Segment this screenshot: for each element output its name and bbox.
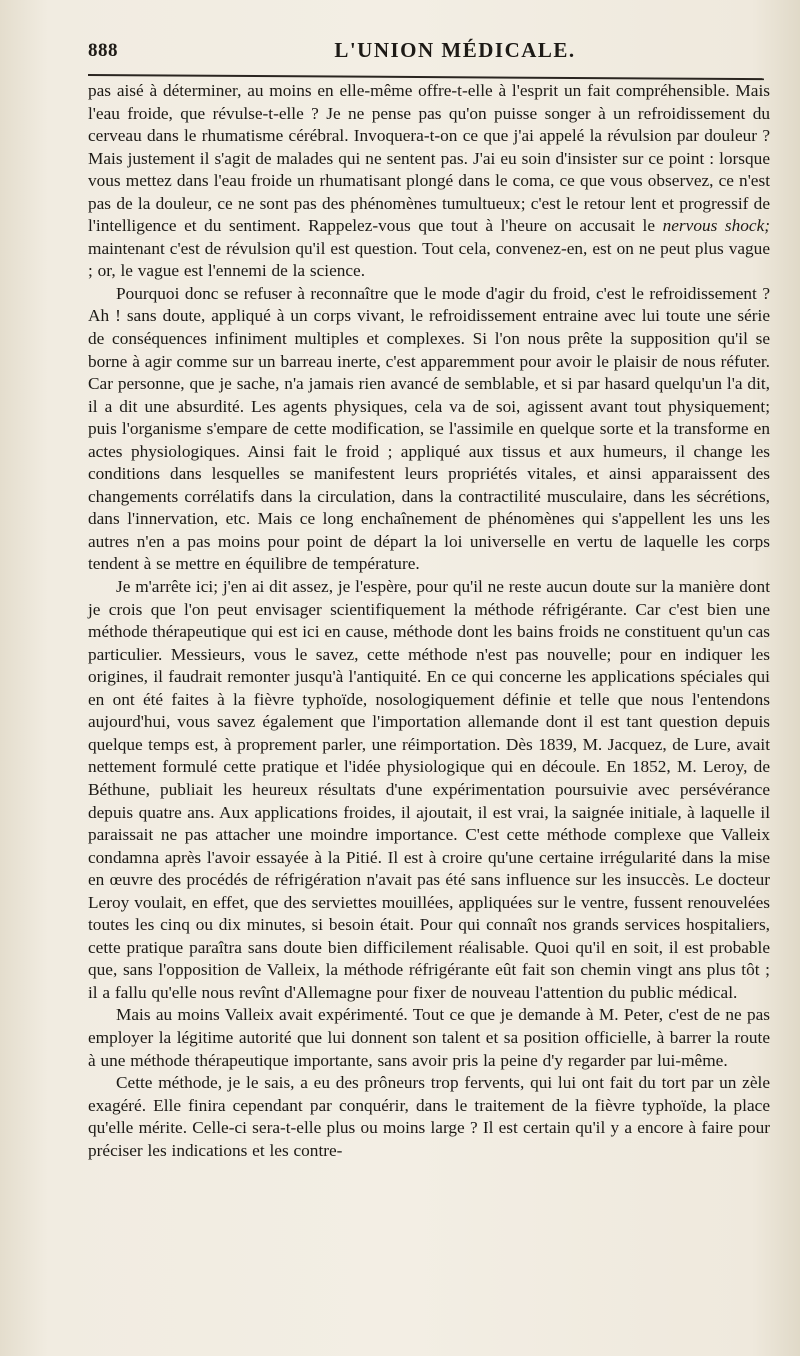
page-number: 888 <box>88 40 118 61</box>
paragraph-1-end: maintenant c'est de révulsion qu'il est question. Tout cela, convenez-en, est on ne peut plus vague ; or, le vague est l'ennemi de la science. <box>88 238 770 281</box>
paragraph-5: Cette méthode, je le sais, a eu des prôneurs trop fervents, qui lui ont fait du tort par un zèle exagéré. Elle finira cependant par conquérir, dans le traitement de la fièvre typhoïde, la place qu'elle mérite. Celle-ci sera-t-elle plus ou moins large ? Il est certain qu'il y a encore à faire pour préciser les indications et les contre- <box>88 1073 770 1160</box>
paragraph-3: Je m'arrête ici; j'en ai dit assez, je l'espère, pour qu'il ne reste aucun doute sur la manière dont je crois que l'on peut envisager scientifiquement la méthode réfrigérante. Car c'est bien une méthode thérapeutique qui est ici en cause, méthode dont les bains froids ne constituent qu'un cas particulier. Messieurs, vous le savez, cette méthode n'est pas nouvelle; pour en indiquer les origines, il faudrait remonter jusqu'à l'antiquité. En ce qui concerne les applications spéciales qui en ont été faites à la fièvre typhoïde, nosologiquement définie et telle que nous l'entendons aujourd'hui, vous savez également que l'importation allemande dont il est tant question depuis quelque temps est, à proprement parler, une réimportation. Dès 1839, M. Jacquez, de Lure, avait nettement formulé cette pratique et l'idée physiologique qui en découle. En 1852, M. Leroy, de Béthune, publiait les heureux résultats d'une expérimentation poursuivie avec persévérance depuis quatre ans. Aux applications froides, il ajoutait, il est vrai, la saignée initiale, à laquelle il paraissait ne pas attacher une moindre importance. C'est cette méthode complexe que Valleix condamna après l'avoir essayée à la Pitié. Il est à croire qu'une certaine irrégularité dans la mise en œuvre des procédés de réfrigération n'avait pas été sans influence sur les insuccès. Le docteur Leroy voulait, en effet, que des serviettes mouillées, appliquées sur le ventre, fussent renouvelées toutes les cinq ou dix minutes, si besoin était. Pour qui connaît nos grands services hospitaliers, cette pratique paraîtra sans doute bien difficilement réalisable. Quoi qu'il en soit, il est probable que, sans l'opposition de Valleix, la méthode réfrigérante eût fait son chemin vingt ans plus tôt ; il a fallu qu'elle nous revînt d'Allemagne pour fixer de nouveau l'attention du public médical. <box>88 577 770 1002</box>
paragraph-2: Pourquoi donc se refuser à reconnaître que le mode d'agir du froid, c'est le refroidissement ? Ah ! sans doute, appliqué à un corps vivant, le refroidissement entraine avec lui toute une série de conséquences infiniment multiples et complexes. Si l'on nous prête la supposition qu'il se borne à agir comme sur un barreau inerte, c'est apparemment pour avoir le plaisir de nous réfuter. Car personne, que je sache, n'a jamais rien avancé de semblable, et si par hasard quelqu'un l'a dit, il a dit une absurdité. Les agents physiques, cela va de soi, agissent avant tout physiquement; puis l'organisme s'empare de cette modification, se l'assimile en quelque sorte et la transforme en actes physiologiques. Ainsi fait le froid ; appliqué aux tissus et aux humeurs, il change les conditions dans lesquelles se manifestent leurs propriétés vitales, et ainsi apparaissent des changements corrélatifs dans la circulation, dans la contractilité musculaire, dans les sécrétions, dans l'innervation, etc. Mais ce long enchaînement de phénomènes qui s'appellent les uns les autres n'en a pas moins pour point de départ la loi universelle en vertu de laquelle les corps tendent à se mettre en équilibre de température. <box>88 283 770 574</box>
paragraph-4: Mais au moins Valleix avait expérimenté. Tout ce que je demande à M. Peter, c'est de ne pas employer la légitime autorité que lui donnent son talent et sa position officielle, à barrer la route à une méthode thérapeutique importante, sans avoir pris la peine d'y regarder par lui-même. <box>88 1005 770 1070</box>
article-body <box>88 80 770 1162</box>
journal-title: L'UNION MÉDICALE. <box>334 38 576 62</box>
italic-term: nervous shock; <box>662 216 771 236</box>
page-header <box>88 34 762 68</box>
paragraph-1-start: pas aisé à déterminer, au moins en elle-même offre-t-elle à l'esprit un fait compréhensible. Mais l'eau froide, que révulse-t-elle ? Je ne pense pas qu'on puisse songer à un refroidissement du cerveau dans le rhumatisme cérébral. Invoquera-t-on ce que j'ai appelé la révulsion par douleur ? Mais justement il s'agit de malades qui ne sentent pas. J'ai eu soin d'insister sur ce point : lorsque vous mettez dans l'eau froide un rhumatisant plongé dans le coma, ce que vous observez, ce n'est pas de la douleur, ce ne sont pas des phénomènes tumultueux; c'est le retour lent et progressif de l'intelligence et du sentiment. Rappelez-vous que tout à l'heure on accusait le <box>88 81 770 236</box>
paragraph-1 <box>88 80 770 283</box>
